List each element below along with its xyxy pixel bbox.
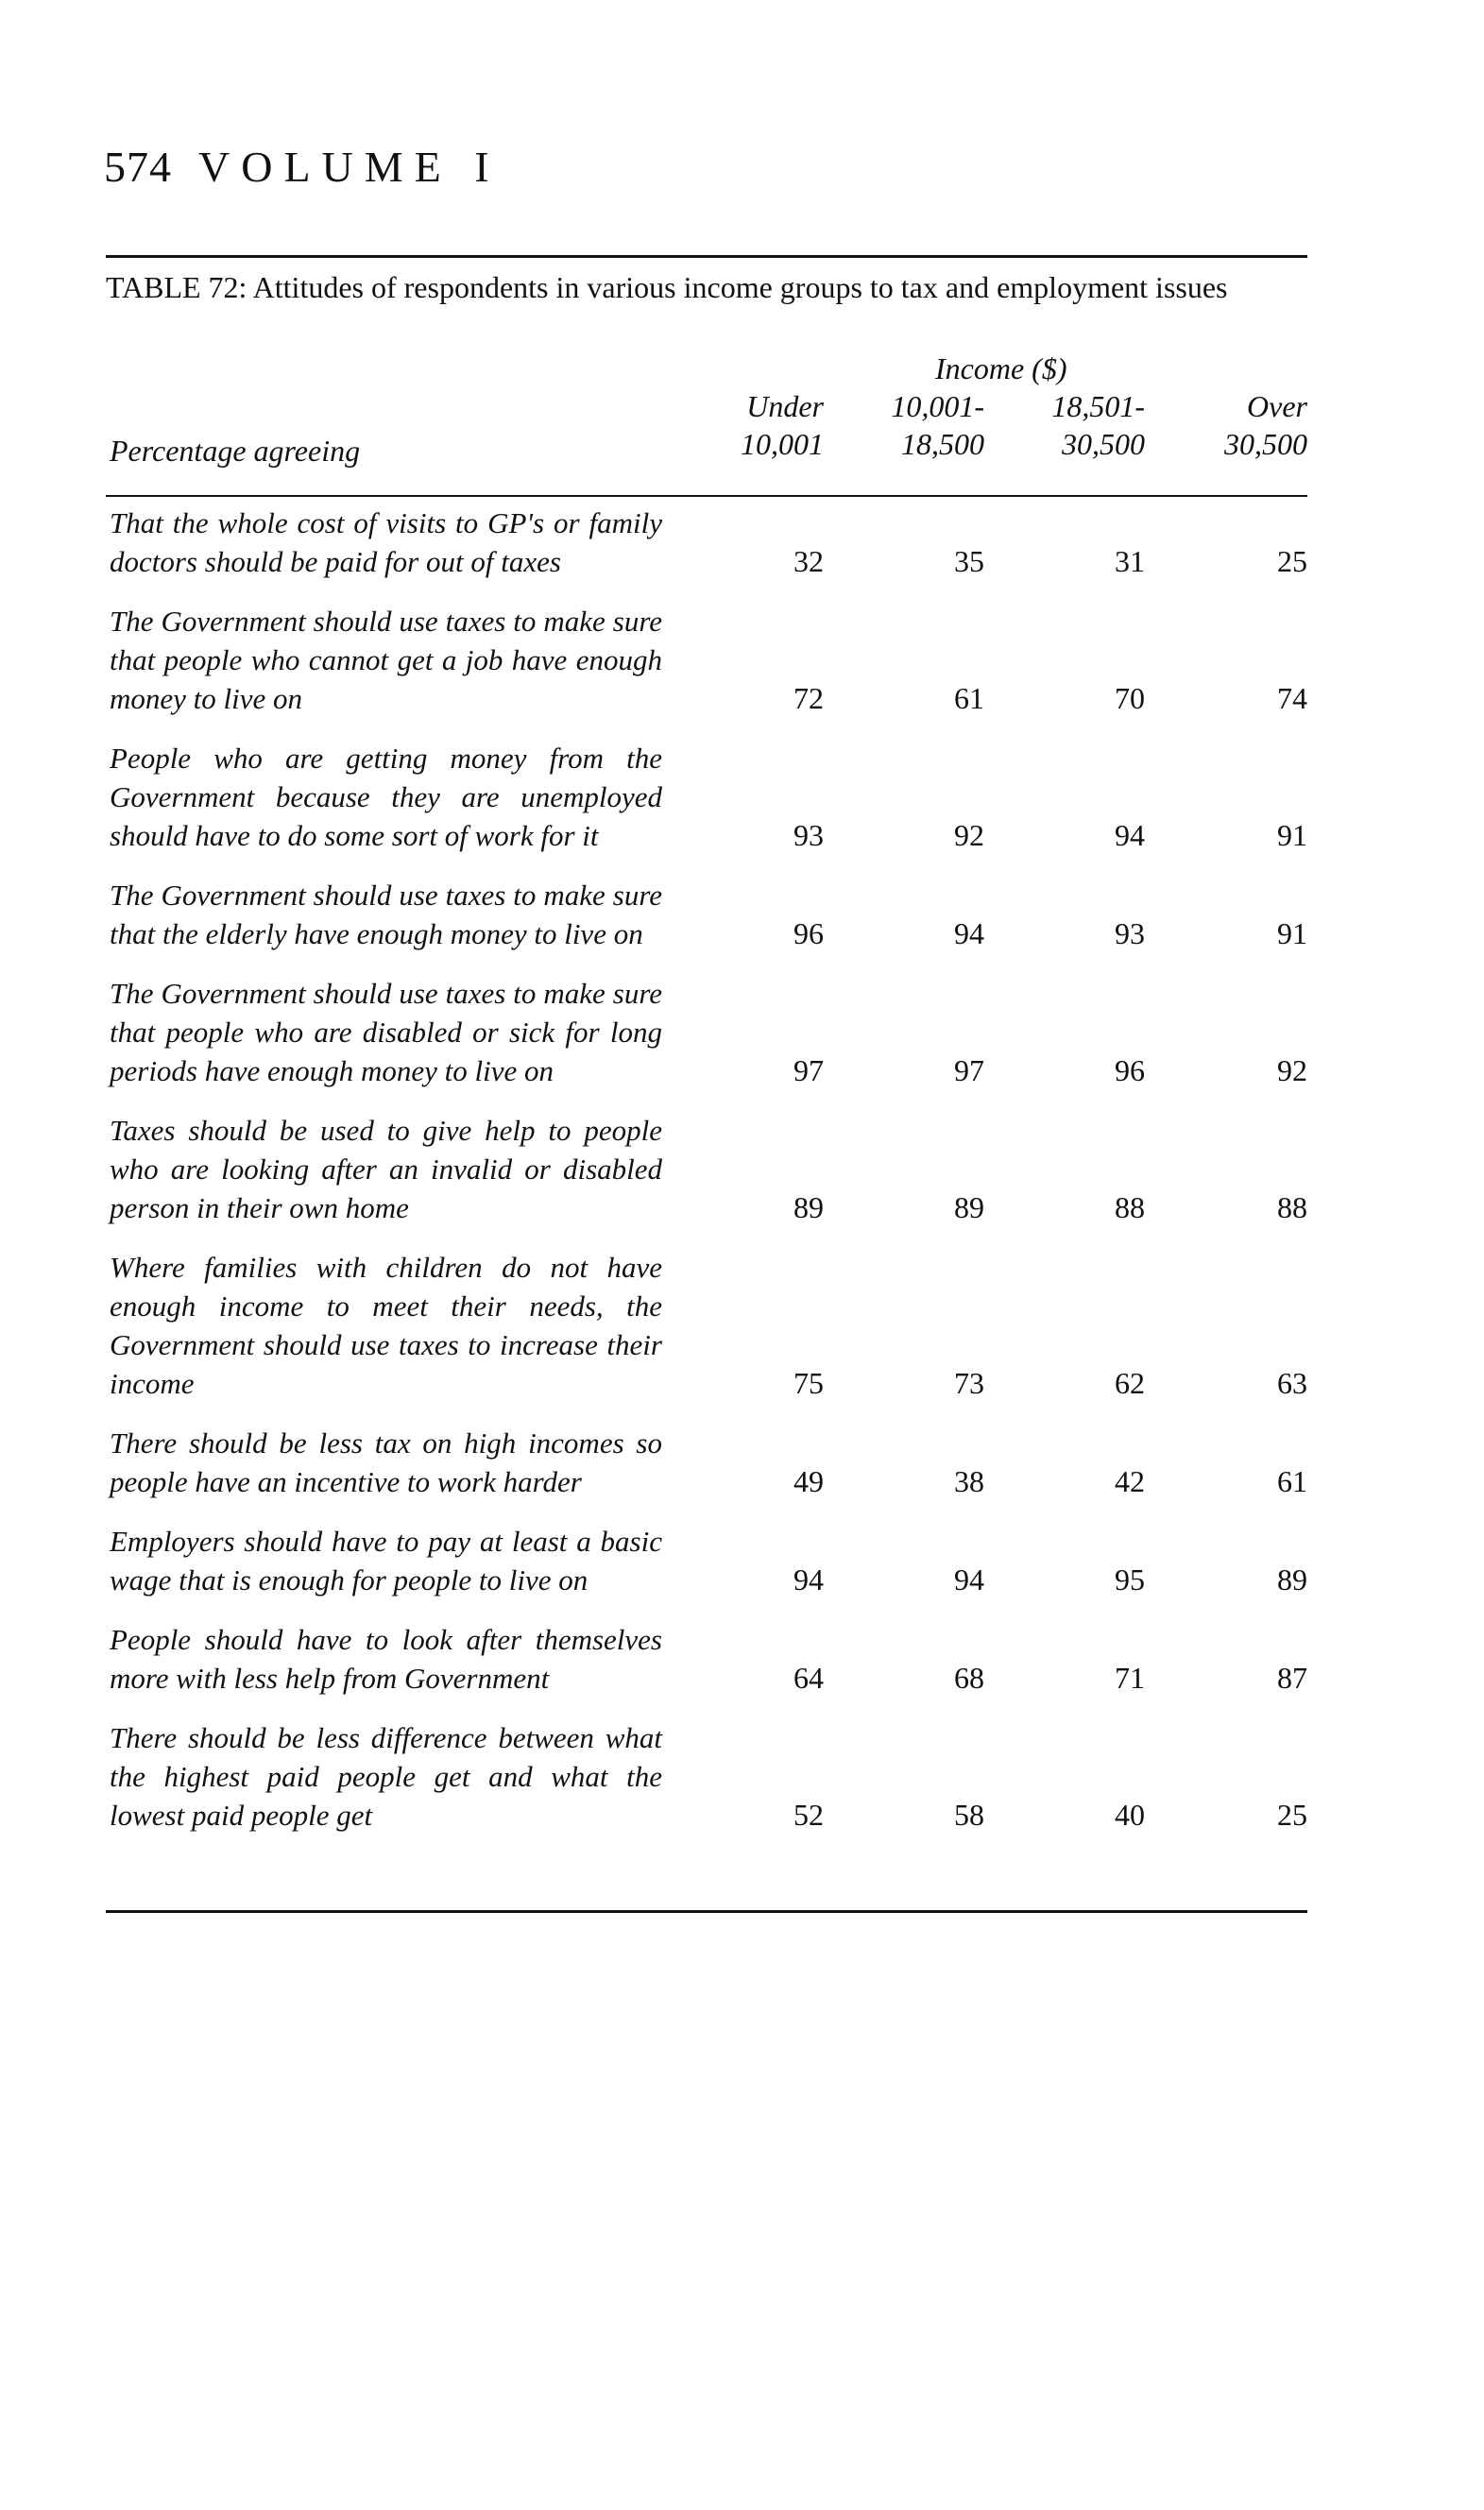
percentage-cell: 58 (954, 1798, 984, 1832)
percentage-cell: 96 (1115, 1053, 1145, 1087)
row-statement: There should be less tax on high incomes so people have an incentive to work harder (110, 1426, 662, 1498)
row-statement: The Government should use taxes to make sure that the elderly have enough money to live on (110, 879, 662, 950)
percentage-cell: 94 (793, 1562, 824, 1596)
percentage-cell: 94 (1115, 818, 1145, 852)
percentage-cell: 38 (954, 1464, 984, 1498)
percentage-cell: 89 (954, 1190, 984, 1224)
table-row (0, 1424, 1484, 1501)
percentage-cell: 42 (1115, 1464, 1145, 1498)
percentage-cell: 61 (954, 681, 984, 715)
percentage-cell: 93 (793, 818, 824, 852)
table-body (0, 504, 1484, 1855)
percentage-cell: 94 (954, 1562, 984, 1596)
percentage-cell: 68 (954, 1661, 984, 1695)
percentage-cell: 93 (1115, 916, 1145, 950)
percentage-cell: 72 (793, 681, 824, 715)
percentage-cell: 95 (1115, 1562, 1145, 1596)
percentage-cell: 92 (954, 818, 984, 852)
column-header-18501-30500: 18,501- 30,500 (1051, 389, 1145, 461)
row-statement: The Government should use taxes to make sure that people who cannot get a job have enough money to live on (110, 605, 662, 715)
table-bottom-rule (106, 1910, 1307, 1913)
percentage-cell: 73 (954, 1366, 984, 1400)
percentage-cell: 75 (793, 1366, 824, 1400)
row-statement: People who are getting money from the Government because they are unemployed should have to do some sort of work for it (110, 742, 662, 852)
row-statement: People should have to look after themselves more with less help from Government (110, 1623, 662, 1695)
percentage-cell: 97 (793, 1053, 824, 1087)
income-spanner-label: Income ($) (935, 351, 1067, 385)
header-rule (106, 495, 1307, 497)
percentage-cell: 96 (793, 916, 824, 950)
percentage-cell: 49 (793, 1464, 824, 1498)
column-header-under-10001: Under 10,001 (741, 389, 824, 461)
percentage-cell: 91 (1277, 916, 1307, 950)
row-statement: Employers should have to pay at least a basic wage that is enough for people to live on (110, 1525, 662, 1596)
percentage-cell: 88 (1115, 1190, 1145, 1224)
percentage-cell: 40 (1115, 1798, 1145, 1832)
percentage-cell: 92 (1277, 1053, 1307, 1087)
table-row (0, 1718, 1484, 1835)
row-statement: The Government should use taxes to make sure that people who are disabled or sick for long periods have enough money to live on (110, 977, 662, 1087)
percentage-cell: 88 (1277, 1190, 1307, 1224)
table-row (0, 1248, 1484, 1403)
percentage-cell: 74 (1277, 681, 1307, 715)
table-row (0, 602, 1484, 718)
table-caption: TABLE 72: Attitudes of respondents in various income groups to tax and employment issues (106, 270, 1228, 304)
table-row (0, 1111, 1484, 1227)
percentage-cell: 61 (1277, 1464, 1307, 1498)
row-statement: That the whole cost of visits to GP's or family doctors should be paid for out of taxes (110, 506, 662, 578)
row-statement: Taxes should be used to give help to people who are looking after an invalid or disabled person in their own home (110, 1114, 662, 1224)
percentage-cell: 31 (1115, 544, 1145, 578)
percentage-cell: 89 (793, 1190, 824, 1224)
percentage-cell: 25 (1277, 1798, 1307, 1832)
running-head-title: VOLUME I (198, 143, 501, 191)
percentage-cell: 32 (793, 544, 824, 578)
row-statement: Where families with children do not have enough income to meet their needs, the Government should use taxes to increase their income (110, 1251, 662, 1400)
table-top-rule (106, 255, 1307, 258)
table-row (0, 974, 1484, 1090)
percentage-cell: 62 (1115, 1366, 1145, 1400)
table-row (0, 1620, 1484, 1698)
percentage-cell: 87 (1277, 1661, 1307, 1695)
table-row (0, 1522, 1484, 1599)
percentage-cell: 25 (1277, 544, 1307, 578)
percentage-cell: 63 (1277, 1366, 1307, 1400)
running-header (104, 142, 501, 192)
table-row (0, 739, 1484, 855)
percentage-cell: 91 (1277, 818, 1307, 852)
percentage-cell: 35 (954, 544, 984, 578)
row-statement: There should be less difference between what the highest paid people get and what the lowest paid people get (110, 1721, 662, 1832)
table-row (0, 876, 1484, 953)
percentage-cell: 71 (1115, 1661, 1145, 1695)
percentage-cell: 97 (954, 1053, 984, 1087)
percentage-cell: 52 (793, 1798, 824, 1832)
stub-header: Percentage agreeing (110, 434, 361, 468)
column-header-over-30500: Over 30,500 (1224, 389, 1307, 461)
percentage-cell: 64 (793, 1661, 824, 1695)
percentage-cell: 89 (1277, 1562, 1307, 1596)
table-row (0, 504, 1484, 581)
percentage-cell: 94 (954, 916, 984, 950)
page-number: 574 (104, 143, 172, 191)
percentage-cell: 70 (1115, 681, 1145, 715)
column-header-10001-18500: 10,001- 18,500 (891, 389, 984, 461)
